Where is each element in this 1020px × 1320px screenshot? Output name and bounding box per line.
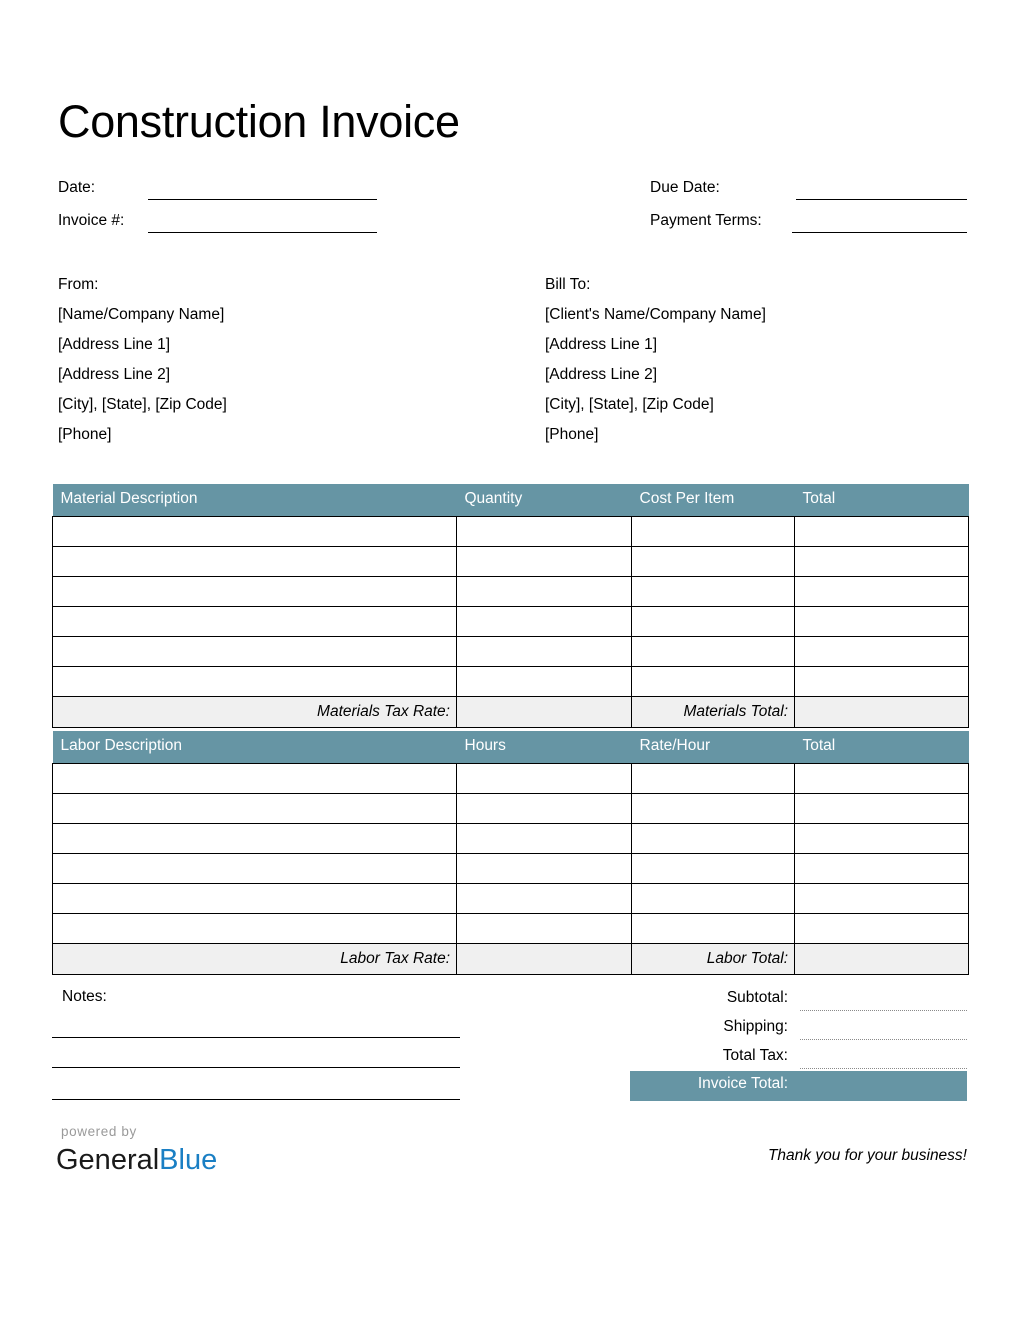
total-tax-label: Total Tax: [722,1047,788,1064]
bill-to-company-name[interactable]: [Client's Name/Company Name] [545,306,766,323]
materials-col-total: Total [795,484,969,517]
materials-cell-quantity[interactable] [457,607,632,637]
labor-cell-hours[interactable] [457,824,632,854]
table-row[interactable] [53,794,969,824]
materials-cell-total[interactable] [795,517,969,547]
labor-cell-description[interactable] [53,854,457,884]
labor-cell-total[interactable] [795,764,969,794]
labor-tax-rate-input[interactable] [457,944,632,975]
materials-cell-cost[interactable] [632,667,795,697]
notes-input-line-3[interactable] [52,1099,460,1100]
table-row[interactable] [53,824,969,854]
notes-label: Notes: [62,988,107,1005]
due-date-input[interactable] [796,199,967,200]
labor-cell-hours[interactable] [457,794,632,824]
labor-cell-total[interactable] [795,884,969,914]
labor-col-total: Total [795,731,969,764]
labor-col-hours: Hours [457,731,632,764]
materials-cell-total[interactable] [795,577,969,607]
subtotal-input[interactable] [800,1010,967,1011]
bill-to-phone[interactable]: [Phone] [545,426,599,443]
table-row[interactable] [53,547,969,577]
from-address-line-1[interactable]: [Address Line 1] [58,336,171,353]
labor-cell-description[interactable] [53,884,457,914]
labor-col-rate-per-hour: Rate/Hour [632,731,795,764]
bill-to-city-state-zip[interactable]: [City], [State], [Zip Code] [545,396,714,413]
shipping-label: Shipping: [723,1018,788,1035]
powered-by-text: powered by [61,1124,137,1139]
labor-cell-total[interactable] [795,854,969,884]
labor-col-description: Labor Description [53,731,457,764]
labor-cell-rate[interactable] [632,884,795,914]
labor-cell-rate[interactable] [632,854,795,884]
thank-you-message: Thank you for your business! [767,1147,967,1164]
from-phone[interactable]: [Phone] [58,426,112,443]
page-title: Construction Invoice [58,96,460,147]
table-row[interactable] [53,884,969,914]
labor-cell-hours[interactable] [457,914,632,944]
materials-cell-description[interactable] [53,607,457,637]
labor-cell-total[interactable] [795,794,969,824]
due-date-label: Due Date: [650,179,720,196]
labor-cell-description[interactable] [53,824,457,854]
materials-cell-description[interactable] [53,547,457,577]
materials-col-description: Material Description [53,484,457,517]
table-row[interactable] [53,517,969,547]
materials-cell-cost[interactable] [632,517,795,547]
subtotal-label: Subtotal: [726,989,788,1006]
invoice-number-label: Invoice #: [58,212,125,229]
total-tax-input[interactable] [800,1068,967,1069]
labor-cell-hours[interactable] [457,884,632,914]
materials-cell-description[interactable] [53,517,457,547]
materials-total-value[interactable] [795,697,969,728]
labor-cell-total[interactable] [795,824,969,854]
materials-table [52,484,969,728]
labor-summary-row [53,944,969,975]
materials-cell-total[interactable] [795,607,969,637]
materials-col-quantity: Quantity [457,484,632,517]
materials-cell-quantity[interactable] [457,517,632,547]
labor-cell-description[interactable] [53,764,457,794]
labor-tax-rate-label: Labor Tax Rate: [53,944,457,975]
labor-table-header-row [53,731,969,764]
materials-col-cost-per-item: Cost Per Item [632,484,795,517]
from-block [58,270,227,450]
materials-cell-total[interactable] [795,637,969,667]
materials-cell-total[interactable] [795,667,969,697]
payment-terms-label: Payment Terms: [650,212,762,229]
table-row[interactable] [53,577,969,607]
notes-input-line-2[interactable] [52,1067,460,1068]
materials-cell-quantity[interactable] [457,577,632,607]
bill-to-block [545,270,766,450]
labor-cell-rate[interactable] [632,914,795,944]
date-label: Date: [58,179,96,196]
payment-terms-input[interactable] [792,232,967,233]
labor-cell-description[interactable] [53,794,457,824]
materials-cell-cost[interactable] [632,577,795,607]
materials-cell-cost[interactable] [632,547,795,577]
labor-cell-hours[interactable] [457,854,632,884]
table-row[interactable] [53,764,969,794]
labor-cell-rate[interactable] [632,794,795,824]
materials-total-label: Materials Total: [632,697,795,728]
materials-cell-cost[interactable] [632,637,795,667]
table-row[interactable] [53,637,969,667]
bill-to-address-line-2[interactable]: [Address Line 2] [545,366,658,383]
materials-cell-description[interactable] [53,667,457,697]
materials-cell-quantity[interactable] [457,667,632,697]
invoice-total-label: Invoice Total: [697,1075,788,1092]
materials-table-header-row [53,484,969,517]
table-row[interactable] [53,667,969,697]
labor-table [52,731,969,975]
bill-to-heading: Bill To: [545,276,591,293]
invoice-number-input[interactable] [148,232,377,233]
from-company-name[interactable]: [Name/Company Name] [58,306,225,323]
materials-cell-total[interactable] [795,547,969,577]
from-heading: From: [58,276,99,293]
materials-tax-rate-input[interactable] [457,697,632,728]
bill-to-address-line-1[interactable]: [Address Line 1] [545,336,658,353]
table-row[interactable] [53,854,969,884]
materials-cell-quantity[interactable] [457,547,632,577]
table-row[interactable] [53,607,969,637]
labor-cell-rate[interactable] [632,824,795,854]
labor-total-value[interactable] [795,944,969,975]
labor-cell-total[interactable] [795,914,969,944]
materials-summary-row [53,697,969,728]
labor-cell-description[interactable] [53,914,457,944]
logo-text-general: General [56,1144,160,1176]
materials-cell-quantity[interactable] [457,637,632,667]
labor-cell-rate[interactable] [632,764,795,794]
materials-tax-rate-label: Materials Tax Rate: [53,697,457,728]
materials-cell-description[interactable] [53,637,457,667]
shipping-input[interactable] [800,1039,967,1040]
date-input[interactable] [148,199,377,200]
generalblue-logo [56,1143,217,1177]
materials-cell-description[interactable] [53,577,457,607]
logo-text-blue: Blue [159,1144,218,1176]
from-city-state-zip[interactable]: [City], [State], [Zip Code] [58,396,227,413]
labor-total-label: Labor Total: [632,944,795,975]
labor-cell-hours[interactable] [457,764,632,794]
materials-cell-cost[interactable] [632,607,795,637]
notes-input-line-1[interactable] [52,1037,460,1038]
from-address-line-2[interactable]: [Address Line 2] [58,366,171,383]
table-row[interactable] [53,914,969,944]
